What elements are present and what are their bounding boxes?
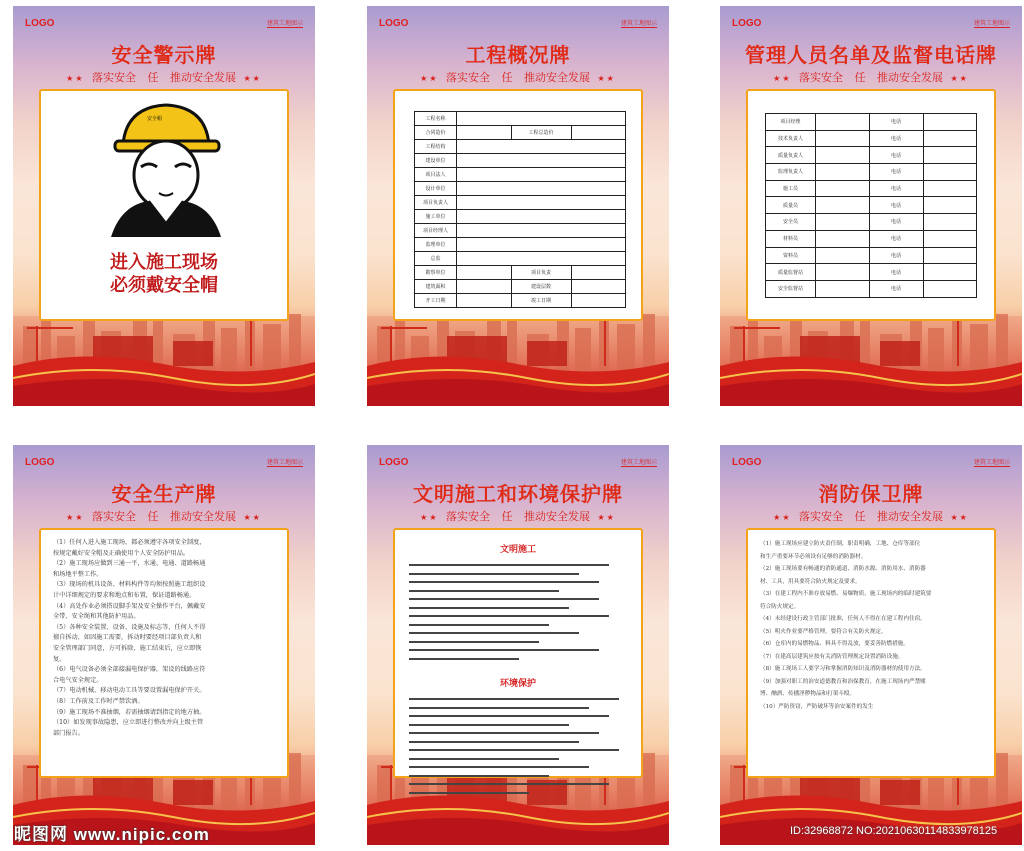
rule-line: 博、酗酒、传播淫秽物品和打架斗殴。 — [760, 691, 856, 697]
rule-line: 按规定戴好安全帽及正确使用个人安全防护用品。 — [53, 549, 190, 557]
placeholder-line — [409, 724, 569, 726]
table-cell — [457, 210, 626, 224]
table-row — [415, 140, 626, 154]
table-cell-label: 电话 — [869, 264, 923, 281]
rule-line: （8）施工现场工人要学习和掌握消防知识及消防器材的使用方法。 — [760, 666, 926, 672]
rule-line: （5）明火作业要严格管理，要符合有关防火规定。 — [760, 628, 887, 635]
rule-line: 全带、安全绳和其他防护用品。 — [53, 613, 140, 621]
star-icon: ★★ — [66, 513, 85, 522]
board-panel — [746, 528, 996, 778]
table-cell — [571, 126, 626, 140]
rule-line: （9）加强对职工的治安道德教育和治保教育，在施工现场内严禁赌 — [760, 678, 926, 685]
corner-label: 建筑工地图示 — [620, 20, 657, 27]
table-cell — [816, 197, 870, 214]
table-row — [415, 224, 626, 238]
placeholder-line — [409, 607, 569, 609]
table-cell — [923, 180, 977, 197]
rule-line: （5）各种安全装置、设备、设施及标志等，任何人不得 — [53, 623, 206, 631]
staff-phone-table — [765, 113, 977, 298]
corner-label: 建筑工地图示 — [973, 459, 1010, 466]
table-cell-label: 电话 — [869, 280, 923, 297]
placeholder-line — [409, 615, 609, 617]
table-cell-label: 总监 — [415, 252, 457, 266]
table-row — [415, 266, 626, 280]
board-title: 消防保卫牌 — [818, 482, 924, 506]
table-cell — [457, 238, 626, 252]
rule-line: （6）电气设备必须全部接漏电保护器，架设的线路应符 — [53, 666, 206, 674]
table-cell — [816, 214, 870, 231]
table-cell-label: 质量负责人 — [766, 147, 816, 164]
table-cell-label: 工程结构 — [415, 140, 457, 154]
table-cell — [457, 224, 626, 238]
star-icon: ★★ — [420, 74, 439, 83]
table-cell-label: 资料员 — [766, 247, 816, 264]
table-cell-label: 设计单位 — [415, 182, 457, 196]
table-row — [415, 196, 626, 210]
table-cell-label: 施工单位 — [415, 210, 457, 224]
board-panel — [393, 528, 643, 778]
star-icon: ★★ — [773, 513, 792, 522]
table-row — [766, 197, 977, 214]
rule-line: （8）工作前及工作时严禁饮酒。 — [53, 697, 144, 705]
placeholder-line — [409, 783, 609, 785]
rule-line: 符合防火规定。 — [760, 603, 800, 610]
rule-line: （3）现场的机具设备、材料构件等均须按照施工组织设 — [53, 581, 206, 589]
table-cell — [457, 252, 626, 266]
board-title: 安全生产牌 — [111, 482, 217, 506]
slogan — [720, 69, 1022, 85]
table-cell-label: 建筑面积 — [415, 280, 457, 294]
table-cell-label: 建设层数 — [511, 280, 571, 294]
table-cell — [571, 280, 626, 294]
table-cell-label: 项目负责 — [511, 266, 571, 280]
table-cell-label: 电话 — [869, 164, 923, 181]
table-cell — [816, 247, 870, 264]
rule-line: 合电气安全规定。 — [53, 676, 103, 684]
star-icon: ★★ — [597, 513, 616, 522]
table-cell-label: 安全监督站 — [766, 280, 816, 297]
table-cell-label: 合同造价 — [415, 126, 457, 140]
rule-line: 计中详细规定的要求和地点和布置，保证道路畅通。 — [53, 591, 196, 599]
table-cell-label: 工程名称 — [415, 112, 457, 126]
table-cell-label: 勘察单位 — [415, 266, 457, 280]
table-row — [766, 264, 977, 281]
helmet-label: 安全帽 — [147, 116, 163, 122]
warning-line-1: 进入施工现场 — [110, 252, 218, 273]
table-cell-label: 电话 — [869, 214, 923, 231]
table-cell-label: 施工员 — [766, 180, 816, 197]
table-cell-label: 电话 — [869, 130, 923, 147]
slogan — [13, 69, 315, 85]
slogan — [367, 69, 669, 85]
board-title: 工程概况牌 — [465, 43, 571, 67]
rule-line: （10）如发现事故隐患，应立即进行整改并向上级主管 — [53, 719, 204, 727]
table-row — [415, 168, 626, 182]
placeholder-line — [409, 564, 609, 566]
table-cell — [457, 266, 512, 280]
table-row — [766, 247, 977, 264]
board-panel — [746, 89, 996, 321]
board-b6 — [720, 445, 1022, 845]
rule-line: （2）施工现场要有畅通的消防通道、消防水源、消防用水、消防器 — [760, 566, 926, 572]
rule-line: （1）施工现场应建立防火责任制，职责明确，工地、仓库等部位 — [760, 541, 921, 547]
table-cell-label: 电话 — [869, 147, 923, 164]
star-icon: ★★ — [243, 513, 262, 522]
star-icon: ★★ — [950, 513, 969, 522]
slogan-mid: 任 — [501, 510, 513, 523]
table-cell — [923, 114, 977, 131]
rule-line: 材、工具，用具要符合防火规定及要求。 — [760, 578, 861, 585]
table-cell — [816, 280, 870, 297]
section-heading-civilized: 文明施工 — [499, 545, 536, 555]
table-row — [766, 147, 977, 164]
table-cell — [923, 264, 977, 281]
rule-line: （1）任何人进入施工现场，都必须遵守各项安全制度， — [53, 539, 206, 546]
table-cell — [816, 130, 870, 147]
table-row — [766, 114, 977, 131]
rule-line: （4）高处作业必须搭设脚手架及安全操作平台，佩戴安 — [53, 602, 206, 610]
rule-line: （7）在建高层建筑应按有关消防管理规定设置消防设施。 — [760, 653, 904, 660]
placeholder-line — [409, 632, 579, 634]
star-icon: ★★ — [66, 74, 85, 83]
rule-line: （6）仓库内的易燃物品、料具不得乱放，要妥善防燃措施。 — [760, 641, 909, 647]
logo-text: LOGO — [732, 18, 762, 29]
table-cell-label: 电话 — [869, 230, 923, 247]
rule-line: 复。 — [53, 655, 66, 663]
placeholder-line — [409, 749, 619, 751]
table-row — [415, 154, 626, 168]
placeholder-line — [409, 741, 579, 743]
placeholder-line — [409, 581, 599, 583]
corner-label: 建筑工地图示 — [266, 20, 303, 27]
corner-label: 建筑工地图示 — [620, 459, 657, 466]
table-cell — [923, 197, 977, 214]
table-cell-label: 质量员 — [766, 197, 816, 214]
table-row — [766, 230, 977, 247]
placeholder-line — [409, 624, 549, 626]
table-row — [766, 130, 977, 147]
table-cell-label: 安全员 — [766, 214, 816, 231]
project-overview-table — [414, 111, 626, 308]
table-cell-label: 电话 — [869, 247, 923, 264]
table-cell-label: 工程总造价 — [511, 126, 571, 140]
table-cell-label: 建设单位 — [415, 154, 457, 168]
table-cell — [457, 112, 626, 126]
rule-line: 部门报告。 — [53, 729, 84, 737]
table-cell — [923, 147, 977, 164]
table-cell-label: 项目法人 — [415, 168, 457, 182]
placeholder-line — [409, 658, 519, 660]
logo-text: LOGO — [25, 457, 55, 468]
table-cell-label: 竣工日期 — [511, 294, 571, 308]
slogan-left: 落实安全 — [446, 71, 490, 84]
slogan-left: 落实安全 — [799, 510, 843, 523]
warning-line-2: 必须戴安全帽 — [110, 275, 218, 296]
table-cell — [457, 294, 512, 308]
rule-line: 擅自拆动，如因施工需要，拆动时要经项目部负责人和 — [53, 634, 202, 642]
placeholder-line — [409, 707, 589, 709]
table-cell — [816, 264, 870, 281]
slogan-left: 落实安全 — [799, 71, 843, 84]
star-icon: ★★ — [420, 513, 439, 522]
table-row — [415, 182, 626, 196]
slogan-mid: 任 — [147, 71, 159, 84]
table-cell — [571, 266, 626, 280]
table-cell-label: 电话 — [869, 197, 923, 214]
slogan — [720, 508, 1022, 524]
slogan-right: 推动安全发展 — [170, 510, 236, 523]
table-row — [415, 294, 626, 308]
fire-rules-text — [760, 538, 982, 713]
table-cell-label: 技术负责人 — [766, 130, 816, 147]
table-cell-label: 监理负责人 — [766, 164, 816, 181]
star-icon: ★★ — [773, 74, 792, 83]
table-cell-label: 电话 — [869, 114, 923, 131]
table-cell — [923, 130, 977, 147]
placeholder-line — [409, 715, 609, 717]
board-b1 — [13, 6, 315, 406]
image-id-label: ID:32968872 NO:20210630114833978125 — [790, 825, 998, 837]
table-cell — [816, 147, 870, 164]
table-cell — [457, 196, 626, 210]
table-cell — [457, 140, 626, 154]
table-cell — [923, 247, 977, 264]
table-cell — [457, 182, 626, 196]
placeholder-line — [409, 698, 619, 700]
table-cell-label: 项目负责人 — [415, 196, 457, 210]
table-cell-label: 项目经理 — [766, 114, 816, 131]
placeholder-line — [409, 573, 579, 575]
rule-line: （7）电动机械、移动电动工具等要设置漏电保护开关。 — [53, 687, 206, 695]
placeholder-line — [409, 649, 599, 651]
table-row — [415, 238, 626, 252]
slogan — [13, 508, 315, 524]
table-cell — [923, 164, 977, 181]
star-icon: ★★ — [243, 74, 262, 83]
safety-rules-text — [53, 538, 275, 739]
table-cell-label: 电话 — [869, 180, 923, 197]
logo-text: LOGO — [379, 18, 409, 29]
placeholder-line — [409, 758, 559, 760]
table-cell — [923, 214, 977, 231]
placeholder-line — [409, 792, 529, 794]
rule-line: 和生产重要环节必须设有足够的消防器材。 — [760, 553, 867, 560]
rule-line: （2）施工现场应做到三通一平，水通、电通、道路畅通 — [53, 560, 206, 568]
rule-line: （10）严防资窃，严防破坏等治安案件的发生 — [760, 703, 874, 710]
slogan-right: 推动安全发展 — [877, 71, 943, 84]
table-cell — [457, 168, 626, 182]
table-row — [766, 214, 977, 231]
placeholder-line — [409, 590, 559, 592]
rule-line: （9）施工现场不准抽烟，若需抽烟请到指定的地方抽。 — [53, 708, 206, 716]
section-heading-environment: 环境保护 — [499, 679, 536, 689]
slogan-mid: 任 — [501, 71, 513, 84]
table-row — [766, 280, 977, 297]
worker-helmet-illustration — [101, 97, 231, 237]
table-cell — [923, 280, 977, 297]
table-cell — [816, 180, 870, 197]
table-cell-label: 材料员 — [766, 230, 816, 247]
table-cell-label: 开工日期 — [415, 294, 457, 308]
table-row — [415, 252, 626, 266]
placeholder-line — [409, 732, 599, 734]
slogan-mid: 任 — [147, 510, 159, 523]
corner-label: 建筑工地图示 — [266, 459, 303, 466]
table-cell — [816, 230, 870, 247]
slogan-mid: 任 — [854, 510, 866, 523]
rule-line: 安全管理部门同意，方可拆除，施工结束后，应立即恢 — [53, 644, 202, 652]
slogan — [367, 508, 669, 524]
table-cell — [571, 294, 626, 308]
board-title: 管理人员名单及监督电话牌 — [745, 43, 997, 67]
table-row — [415, 126, 626, 140]
logo-text: LOGO — [732, 457, 762, 468]
table-cell-label: 质量监督站 — [766, 264, 816, 281]
placeholder-line — [409, 766, 589, 768]
table-row — [415, 280, 626, 294]
table-cell — [457, 126, 512, 140]
board-b4 — [13, 445, 315, 845]
board-panel — [39, 528, 289, 778]
table-cell — [457, 280, 512, 294]
slogan-left: 落实安全 — [92, 510, 136, 523]
placeholder-line — [409, 775, 549, 777]
board-panel — [393, 89, 643, 321]
table-cell — [457, 154, 626, 168]
rule-line: 和场地平整工作。 — [53, 570, 103, 578]
table-cell — [816, 114, 870, 131]
table-cell-label: 监理单位 — [415, 238, 457, 252]
board-b3 — [720, 6, 1022, 406]
table-row — [766, 180, 977, 197]
board-title: 安全警示牌 — [111, 43, 217, 67]
rule-line: （3）在建工程内不准存放易燃、易爆物质，施工现场内的临时建筑要 — [760, 591, 932, 597]
site-watermark: 昵图网 www.nipic.com — [14, 825, 210, 844]
table-cell — [923, 230, 977, 247]
table-cell — [816, 164, 870, 181]
rule-line: （4）未经建设行政主管部门批准，任何人不得在在建工程内住宿。 — [760, 616, 926, 622]
logo-text: LOGO — [25, 18, 55, 29]
placeholder-line — [409, 598, 599, 600]
slogan-right: 推动安全发展 — [170, 71, 236, 84]
slogan-right: 推动安全发展 — [524, 71, 590, 84]
table-row — [415, 112, 626, 126]
table-row — [415, 210, 626, 224]
star-icon: ★★ — [597, 74, 616, 83]
star-icon: ★★ — [950, 74, 969, 83]
placeholder-line — [409, 641, 539, 643]
corner-label: 建筑工地图示 — [973, 20, 1010, 27]
board-b2 — [367, 6, 669, 406]
board-title: 文明施工和环境保护牌 — [413, 482, 623, 506]
slogan-right: 推动安全发展 — [524, 510, 590, 523]
slogan-right: 推动安全发展 — [877, 510, 943, 523]
slogan-mid: 任 — [854, 71, 866, 84]
slogan-left: 落实安全 — [92, 71, 136, 84]
table-row — [766, 164, 977, 181]
logo-text: LOGO — [379, 457, 409, 468]
slogan-left: 落实安全 — [446, 510, 490, 523]
table-cell-label: 项目经理人 — [415, 224, 457, 238]
board-panel — [39, 89, 289, 321]
board-b5 — [367, 445, 669, 845]
